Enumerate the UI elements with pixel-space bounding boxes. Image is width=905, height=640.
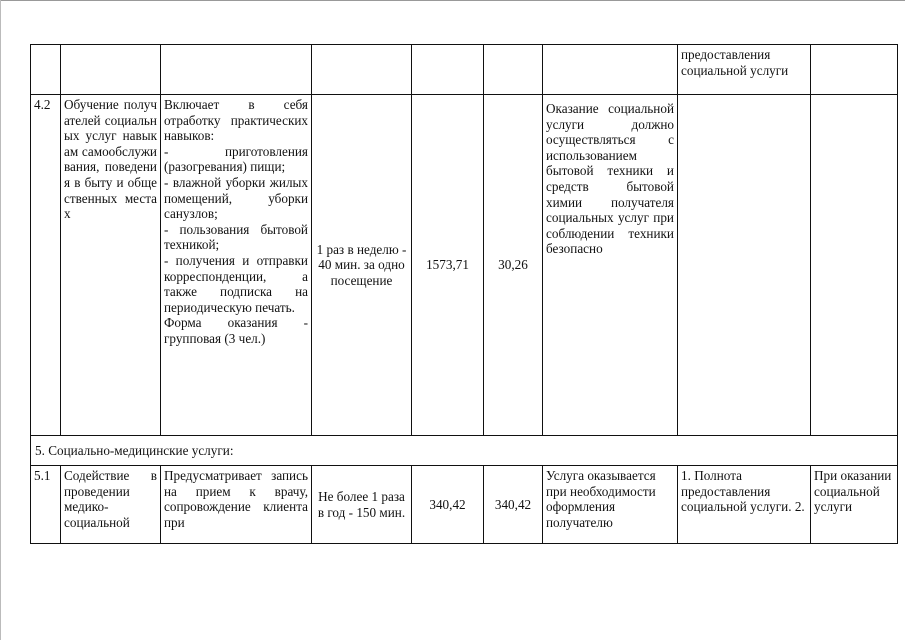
desc-line: Форма оказания - групповая (3 чел.) bbox=[164, 315, 308, 346]
desc-line: - пользования бытовой техникой; bbox=[164, 221, 308, 253]
cell-frequency: Не более 1 раза в год - 150 мин. bbox=[312, 466, 412, 544]
cell-unit-price: 340,42 bbox=[484, 466, 543, 544]
cell-price bbox=[412, 45, 484, 95]
cell-desc bbox=[161, 95, 312, 436]
cell-desc bbox=[161, 45, 312, 95]
table-row-4-2 bbox=[31, 95, 898, 436]
cell-evaluation bbox=[811, 95, 898, 436]
table-row-5-1 bbox=[31, 466, 898, 544]
section-title: 5. Социально-медицинские услуги: bbox=[31, 436, 898, 466]
cell-evaluation bbox=[811, 45, 898, 95]
cell-unit-price bbox=[484, 45, 543, 95]
desc-line: - влажной уборки жилых помещений, уборки санузлов; bbox=[164, 174, 308, 222]
page-edge-left bbox=[0, 0, 1, 640]
cell-indicators bbox=[678, 45, 811, 95]
cell-indicators: 1. Полнота предоставления социальной услуги. 2. bbox=[678, 466, 811, 544]
cell-num: 4.2 bbox=[31, 95, 61, 436]
cell-conditions: Услуга оказывается при необходимости оформления получателю bbox=[543, 466, 678, 544]
cell-frequency: 1 раз в неделю - 40 мин. за одно посещение bbox=[312, 95, 412, 436]
cell-name: Содействие в проведении медико-социальной bbox=[61, 466, 161, 544]
cell-num bbox=[31, 45, 61, 95]
table-row-continuation bbox=[31, 45, 898, 95]
page-edge-top bbox=[0, 0, 905, 1]
cell-conditions: Оказание социальной услуги должно осуществляться с использованием бытовой техники и средств бытовой химии получателя социальных услуг при соблюдении техники безопасно bbox=[543, 95, 678, 436]
desc-line: - приготовления (разогревания) пищи; bbox=[164, 143, 308, 175]
cell-price: 340,42 bbox=[412, 466, 484, 544]
cell-price: 1573,71 bbox=[412, 95, 484, 436]
cell-conditions bbox=[543, 45, 678, 95]
cell-name: Обучение получателей социальных услуг навыкам самообслуживания, поведения в быту и общественных местах bbox=[61, 95, 161, 436]
desc-line: - получения и отправки корреспонденции, а также подписка на периодическую печать. bbox=[164, 252, 308, 315]
cell-frequency bbox=[312, 45, 412, 95]
cell-evaluation: При оказании социальной услуги bbox=[811, 466, 898, 544]
indicators-text: предоставления социальной услуги bbox=[681, 47, 789, 78]
cell-num: 5.1 bbox=[31, 466, 61, 544]
section-row bbox=[31, 436, 898, 466]
cell-unit-price: 30,26 bbox=[484, 95, 543, 436]
cell-indicators bbox=[678, 95, 811, 436]
desc-line: Включает в себя отработку практических навыков: bbox=[164, 97, 308, 144]
cell-desc: Предусматривает запись на прием к врачу, сопровождение клиента при bbox=[161, 466, 312, 544]
services-table bbox=[30, 44, 898, 544]
cell-name bbox=[61, 45, 161, 95]
